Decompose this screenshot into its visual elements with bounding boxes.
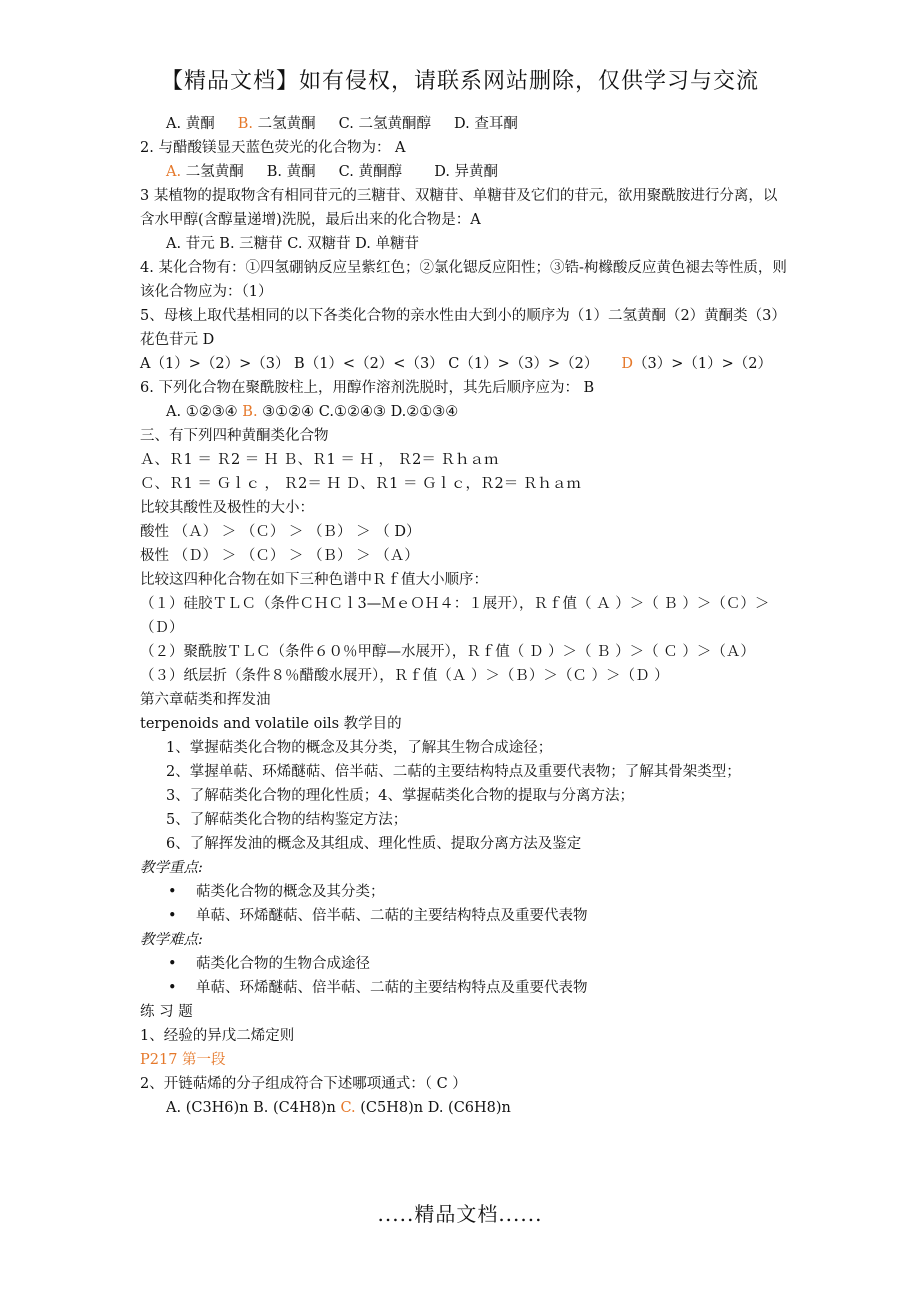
- question-4: 4. 某化合物有：①四氢硼钠反应呈紫红色；②氯化锶反应阳性；③锆-枸橼酸反应黄色褪去等性质，则该化合物应为：（1）: [140, 260, 787, 300]
- q2-options: [140, 160, 790, 184]
- goal-item: 5、了解萜类化合物的结构鉴定方法；: [166, 812, 408, 828]
- difficult-point-item: [140, 952, 790, 976]
- goal-item: 6、了解挥发油的概念及其组成、理化性质、提取分离方法及鉴定: [166, 836, 582, 852]
- key-points-title: 教学重点:: [140, 860, 203, 876]
- exercise-1-reference: P217 第一段: [140, 1052, 226, 1068]
- options-ab: A. (C3H6)n B. (C4H8)n: [166, 1100, 341, 1116]
- key-point-item: [140, 880, 790, 904]
- section-3-line: Ｃ、Ｒ1 ＝ Ｇｌｃ ， Ｒ2＝ Ｈ Ｄ、Ｒ1 ＝ Ｇｌｃ，Ｒ2＝ Ｒｈａｍ: [140, 476, 581, 492]
- goal-item: 3、了解萜类化合物的理化性质；4、掌握萜类化合物的提取与分离方法；: [166, 788, 634, 804]
- option-b: B. 黄酮: [266, 164, 316, 180]
- option-c: C. 二氢黄酮醇: [338, 116, 431, 132]
- rf-order-3: （３）纸层折（条件８％醋酸水展开），Ｒｆ值（Ａ ）＞（Ｂ）＞（Ｃ ）＞（Ｄ ）: [140, 668, 669, 684]
- option-a: A. ①②③④: [166, 404, 243, 420]
- key-point-text: 单萜、环烯醚萜、倍半萜、二萜的主要结构特点及重要代表物: [196, 908, 588, 924]
- exercise-1: 1、经验的异戊二烯定则: [140, 1028, 295, 1044]
- polarity-order: 极性 （Ｄ） ＞ （Ｃ） ＞ （Ｂ） ＞ （Ａ）: [140, 548, 419, 564]
- page-footer: .....精品文档......: [377, 1202, 543, 1226]
- exercise-2-options: [140, 1096, 790, 1120]
- q3-options: A. 苷元 B. 三糖苷 C. 双糖苷 D. 单糖苷: [166, 236, 420, 252]
- difficult-point-text: 萜类化合物的生物合成途径: [196, 956, 370, 972]
- exercises-title: 练 习 题: [140, 1004, 193, 1020]
- rf-order-2: （２）聚酰胺ＴＬＣ（条件６０％甲醇—水展开），Ｒｆ值（ Ｄ ）＞（ Ｂ ）＞（ Ｃ ）＞（Ａ）: [140, 644, 755, 660]
- option-d: D. 查耳酮: [454, 116, 518, 132]
- option-b-letter: B.: [237, 116, 254, 132]
- question-6: 6. 下列化合物在聚酰胺柱上，用醇作溶剂洗脱时，其先后顺序应为： B: [140, 380, 595, 396]
- difficult-points-title: 教学难点:: [140, 932, 203, 948]
- question-2: 2. 与醋酸镁显天蓝色荧光的化合物为： A: [140, 140, 406, 156]
- q1-options: [140, 112, 790, 136]
- section-3-line: 比较其酸性及极性的大小：: [140, 500, 314, 516]
- goal-item: 2、掌握单萜、环烯醚萜、倍半萜、二萜的主要结构特点及重要代表物；了解其骨架类型；: [166, 764, 741, 780]
- question-5: 5、母核上取代基相同的以下各类化合物的亲水性由大到小的顺序为（1）二氢黄酮（2）黄酮类（3）花色苷元 D: [140, 308, 786, 348]
- option-b: ③①②④ C.①②④③ D.②①③④: [257, 404, 459, 420]
- exercise-2: 2、开链萜烯的分子组成符合下述哪项通式：（ C ）: [140, 1076, 467, 1092]
- rf-order-1: （１）硅胶ＴＬＣ（条件ＣＨＣｌ3—ＭｅＯＨ４：１展开），Ｒｆ值（ Ａ ）＞（ Ｂ ）＞（Ｃ）＞（Ｄ）: [140, 596, 770, 636]
- option-a-letter: A.: [166, 164, 182, 180]
- chapter-title: 第六章萜类和挥发油: [140, 692, 271, 708]
- options-abc: A（1）>（2）>（3） B（1）<（2）<（3） C（1）>（3）>（2）: [140, 356, 599, 372]
- goal-item: 1、掌握萜类化合物的概念及其分类，了解其生物合成途径；: [166, 740, 553, 756]
- section-3-title: 三、有下列四种黄酮类化合物: [140, 428, 329, 444]
- chapter-subtitle: terpenoids and volatile oils 教学目的: [140, 716, 402, 732]
- q6-options: [140, 400, 790, 424]
- key-point-text: 萜类化合物的概念及其分类；: [196, 884, 385, 900]
- bullet-icon: •: [168, 908, 177, 924]
- section-3-line: 比较这四种化合物在如下三种色谱中Ｒｆ值大小顺序：: [140, 572, 488, 588]
- option-d-letter: D: [621, 356, 634, 372]
- option-b-letter: B.: [242, 404, 258, 420]
- bullet-icon: •: [168, 980, 177, 996]
- question-3: 3 某植物的提取物含有相同苷元的三糖苷、双糖苷、单糖苷及它们的苷元，欲用聚酰胺进行分离，以含水甲醇(含醇量递增)洗脱，最后出来的化合物是：A: [140, 188, 778, 228]
- acidity-order: 酸性 （Ａ） ＞ （Ｃ） ＞ （Ｂ） ＞ （ D）: [140, 524, 421, 540]
- option-c: C. 黄酮醇: [338, 164, 402, 180]
- document-body: [140, 112, 790, 1120]
- q5-options: [140, 352, 790, 376]
- bullet-icon: •: [168, 956, 177, 972]
- option-b: 二氢黄酮: [253, 116, 316, 132]
- key-point-item: [140, 904, 790, 928]
- option-a: A. 黄酮: [166, 116, 215, 132]
- option-d: （3）>（1）>（2）: [633, 356, 773, 372]
- option-d: D. 异黄酮: [434, 164, 499, 180]
- section-3-line: Ａ、Ｒ1 ＝ Ｒ2 ＝ Ｈ Ｂ、Ｒ1 ＝ Ｈ ， Ｒ2＝ Ｒｈａｍ: [140, 452, 499, 468]
- page-header: 【精品文档】如有侵权，请联系网站删除，仅供学习与交流: [160, 69, 759, 94]
- options-cd: (C5H8)n D. (C6H8)n: [355, 1100, 511, 1116]
- difficult-point-text: 单萜、环烯醚萜、倍半萜、二萜的主要结构特点及重要代表物: [196, 980, 588, 996]
- difficult-point-item: [140, 976, 790, 1000]
- option-a: 二氢黄酮: [181, 164, 244, 180]
- option-c-letter: C.: [340, 1100, 356, 1116]
- bullet-icon: •: [168, 884, 177, 900]
